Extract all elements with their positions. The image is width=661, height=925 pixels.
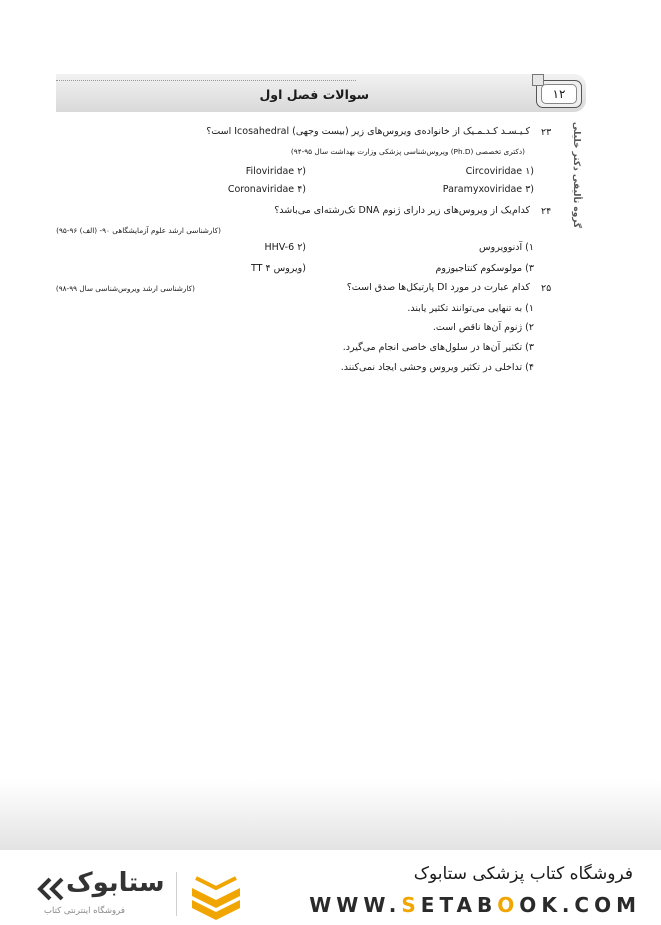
logo-divider (176, 872, 177, 916)
page-number: ۱۲ (541, 84, 577, 104)
question-stem: کدام‌یک از ویروس‌های زیر دارای ژنوم DNA تک‌رشته‌ای می‌باشد؟ (274, 205, 530, 216)
option-label: Circoviridae ۱) (465, 166, 534, 177)
option-label: ۱) آدنوویروس (479, 242, 534, 253)
option-label: ۱) به تنهایی می‌توانند تکثیر یابند. (407, 303, 534, 314)
chapter-title: سوالات فصل اول (259, 87, 369, 102)
question-source: (کارشناسی ارشد علوم آزمایشگاهی ۹۰- (الف) ۹۶-۹۵) (56, 226, 221, 235)
option-label: Filoviridae ۲) (245, 166, 306, 177)
option-label: Coronaviridae ۴) (227, 184, 306, 195)
side-watermark: گروه تألیفی دکتر خلیلی (571, 121, 581, 229)
question-number: ۲۳ (541, 127, 552, 138)
logo-wordmark: ستابوک (66, 868, 165, 898)
question-stem: کـیـسـد کـدـمـیک از خانواده‌ی ویروس‌های زیر (بیست وجهی) Icosahedral است؟ (206, 126, 530, 137)
header-divider (56, 80, 356, 81)
footer-gradient (0, 780, 661, 850)
question-source: (کارشناسی ارشد ویروس‌شناسی سال ۹۹-۹۸) (55, 284, 195, 293)
option-label: ۳) تکثیر آن‌ها در سلول‌های خاصی انجام می‌گیرد. (342, 342, 534, 353)
question-number: ۲۵ (541, 283, 552, 294)
option-label: Paramyxoviridae ۳) (442, 184, 534, 195)
question-source: (دکتری تخصصی (Ph.D) ویروس‌شناسی پزشکی وزارت بهداشت سال ۹۵-۹۴) (290, 147, 525, 156)
page-number-badge (536, 80, 582, 108)
option-label: ۴) تداخلی در تکثیر ویروس وحشی ایجاد نمی‌کنند. (340, 362, 534, 373)
question-number: ۲۴ (541, 206, 552, 217)
double-chevron-icon (36, 876, 66, 902)
option-label: ۲) ژنوم آن‌ها ناقص است. (432, 322, 534, 333)
option-label: ۳) مولوسکوم کنتاجیوزوم (435, 263, 534, 274)
shop-name: فروشگاه کتاب پزشکی ستابوک (413, 864, 633, 884)
option-label: HHV-6 ۲) (264, 242, 306, 253)
shop-url[interactable]: WWW.SETABOOK.COM (309, 893, 641, 917)
logo-tagline: فروشگاه اینترنتی کتاب (44, 906, 125, 916)
option-label: TT ویروس ۴) (251, 263, 306, 274)
book-logo-icon (188, 870, 244, 922)
question-stem: کدام عبارت در مورد DI پارتیکل‌ها صدق است؟ (346, 282, 530, 293)
